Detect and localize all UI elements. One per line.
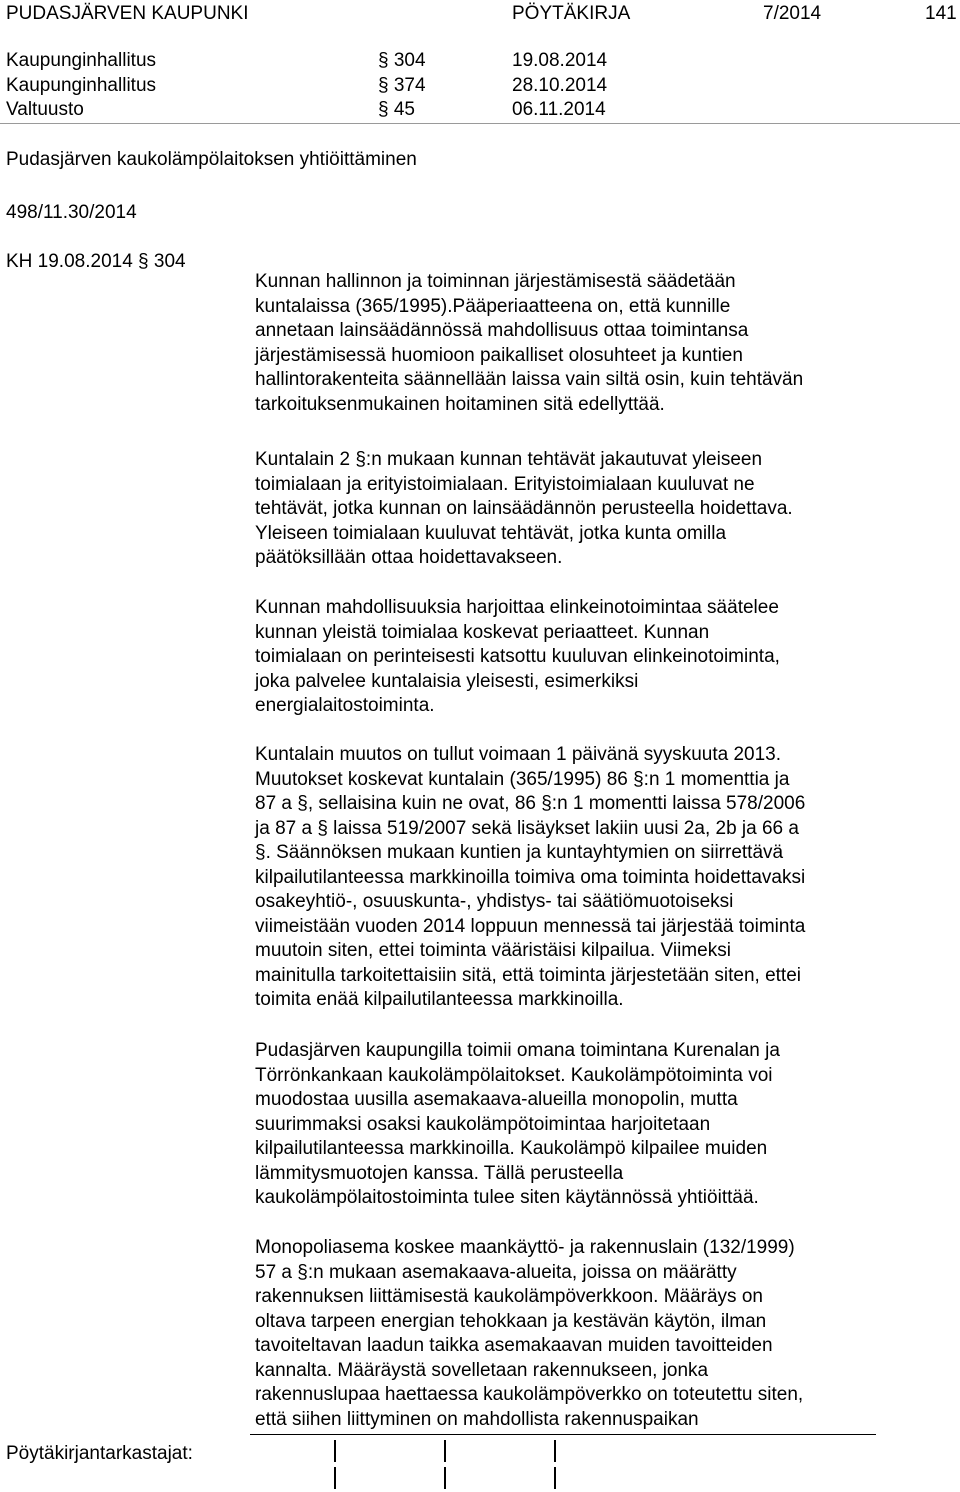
meeting-date: 28.10.2014 <box>512 75 608 96</box>
text-line: §. Säännöksen mukaan kuntien ja kuntayhtymien on siirrettävä <box>255 842 784 863</box>
meeting-date: 06.11.2014 <box>512 99 606 120</box>
text-line: kunnan yleistä toimialaa koskevat periaatteet. Kunnan <box>255 621 710 643</box>
text-line: toimita enää kilpailutilanteessa markkinoilla. <box>255 989 624 1010</box>
text-line: Muutokset koskevat kuntalain (365/1995) 86 §:n 1 momenttia ja <box>255 768 790 790</box>
document-title: Pudasjärven kaukolämpölaitoksen yhtiöittäminen <box>6 149 417 170</box>
text-line: Monopoliasema koskee maankäyttö- ja rakennuslain (132/1999) <box>255 1237 795 1258</box>
text-line: 87 a §, sellaisina kuin ne ovat, 86 §:n 1 momentti laissa 578/2006 <box>255 793 806 814</box>
meeting-section: § 374 <box>378 75 426 96</box>
text-line: tarkoituksenmukainen hoitaminen sitä edellyttää. <box>255 393 665 415</box>
section-reference: KH 19.08.2014 § 304 <box>6 251 186 272</box>
text-line: kannalta. Määräystä sovelletaan rakennukseen, jonka <box>255 1359 709 1381</box>
paragraph-1 <box>255 270 955 417</box>
text-line: kaukolämpölaitostoiminta tulee siten käytännössä yhtiöittää. <box>255 1187 759 1208</box>
paragraph-4 <box>255 743 955 1013</box>
meeting-date: 19.08.2014 <box>512 50 608 71</box>
signature-separator <box>554 1440 556 1462</box>
paragraph-5 <box>255 1039 955 1211</box>
text-line: Kunnan hallinnon ja toiminnan järjestämisestä säädetään <box>255 271 736 292</box>
text-line: tavoiteltavan laadun taikka asemakaavan muiden tavoitteiden <box>255 1335 773 1356</box>
record-number: 498/11.30/2014 <box>6 202 137 223</box>
signature-separator <box>444 1467 446 1489</box>
text-line: järjestämisessä huomioon paikalliset olosuhteet ja kuntien <box>255 344 743 366</box>
text-line: Kunnan mahdollisuuksia harjoittaa elinkeinotoimintaa säätelee <box>255 597 779 618</box>
text-line: suurimmaksi osaksi kaukolämpötoimintaa harjoitetaan <box>255 1113 711 1135</box>
text-line: kilpailutilanteessa markkinoilla toimiva oma toiminta hoidettavaksi <box>255 866 806 888</box>
issue-number: 7/2014 <box>763 3 822 24</box>
text-line: mainitulla tarkoitettaisiin sitä, että toiminta järjestetään siten, ettei <box>255 964 801 986</box>
text-line: Yleiseen toimialaan kuuluvat tehtävät, jotka kunta omilla <box>255 522 727 544</box>
paragraph-2 <box>255 448 955 571</box>
signers-label: Pöytäkirjantarkastajat: <box>6 1443 193 1464</box>
text-line: energialaitostoiminta. <box>255 695 435 716</box>
text-line: viimeistään vuoden 2014 loppuun mennessä tai järjestää toiminta <box>255 915 806 937</box>
text-line: muodostaa uusilla asemakaava-alueilla monopolin, mutta <box>255 1089 738 1110</box>
footer-divider <box>250 1434 876 1435</box>
meeting-section: § 45 <box>378 99 415 120</box>
text-line: ja 87 a § laissa 519/2007 sekä lisäykset lakiin uusi 2a, 2b ja 66 a <box>255 817 799 839</box>
header-divider <box>0 123 960 124</box>
text-line: toimialaan ja erityistoimialaan. Erityistoimialaan kuuluvat ne <box>255 473 755 495</box>
meeting-body: Valtuusto <box>6 99 84 120</box>
meeting-body: Kaupunginhallitus <box>6 75 157 96</box>
text-line: Kuntalain muutos on tullut voimaan 1 päivänä syyskuuta 2013. <box>255 744 781 765</box>
document-type: PÖYTÄKIRJA <box>512 3 631 24</box>
text-line: päätöksillään ottaa hoidettavakseen. <box>255 547 563 568</box>
meeting-section: § 304 <box>378 50 426 71</box>
text-line: Törrönkankaan kaukolämpölaitokset. Kaukolämpötoiminta voi <box>255 1064 773 1086</box>
signature-separator <box>334 1467 336 1489</box>
signature-separator <box>444 1440 446 1462</box>
paragraph-3 <box>255 596 955 719</box>
text-line: Kuntalain 2 §:n mukaan kunnan tehtävät jakautuvat yleiseen <box>255 449 763 470</box>
text-line: tehtävät, jotka kunnan on lainsäädännön perusteella hoidettava. <box>255 498 793 519</box>
page-number: 141 <box>925 3 957 24</box>
text-line: annetaan lainsäädännössä mahdollisuus ottaa toimintansa <box>255 320 749 341</box>
city-name: PUDASJÄRVEN KAUPUNKI <box>6 3 249 24</box>
signature-separator <box>554 1467 556 1489</box>
text-line: rakennuslupaa haettaessa kaukolämpöverkko on toteutettu siten, <box>255 1384 804 1405</box>
text-line: kilpailutilanteessa markkinoilla. Kaukolämpö kilpailee muiden <box>255 1138 768 1159</box>
text-line: lämmitysmuotojen kanssa. Tällä perusteella <box>255 1162 624 1184</box>
text-line: että siihen liittyminen on mahdollista rakennuspaikan <box>255 1408 699 1430</box>
text-line: oltava tarpeen energian tehokkaan ja kestävän käytön, ilman <box>255 1310 767 1332</box>
text-line: joka palvelee kuntalaisia yleisesti, esimerkiksi <box>255 670 639 692</box>
text-line: toimialaan on perinteisesti katsottu kuuluvan elinkeinotoiminta, <box>255 646 780 667</box>
text-line: 57 a §:n mukaan asemakaava-alueita, joissa on määrätty <box>255 1261 737 1283</box>
text-line: kuntalaissa (365/1995).Pääperiaatteena on, että kunnille <box>255 295 731 317</box>
signature-separator <box>334 1440 336 1462</box>
meeting-body: Kaupunginhallitus <box>6 50 157 71</box>
text-line: Pudasjärven kaupungilla toimii omana toimintana Kurenalan ja <box>255 1040 780 1061</box>
text-line: muutoin siten, ettei toiminta vääristäisi kilpailua. Viimeksi <box>255 940 731 961</box>
paragraph-6 <box>255 1236 955 1432</box>
text-line: rakennuksen liittämisestä kaukolämpöverkkoon. Määräys on <box>255 1286 763 1307</box>
text-line: hallintorakenteita säännellään laissa vain siltä osin, kuin tehtävän <box>255 369 804 390</box>
text-line: osakeyhtiö-, osuuskunta-, yhdistys- tai säätiömuotoiseksi <box>255 891 734 912</box>
